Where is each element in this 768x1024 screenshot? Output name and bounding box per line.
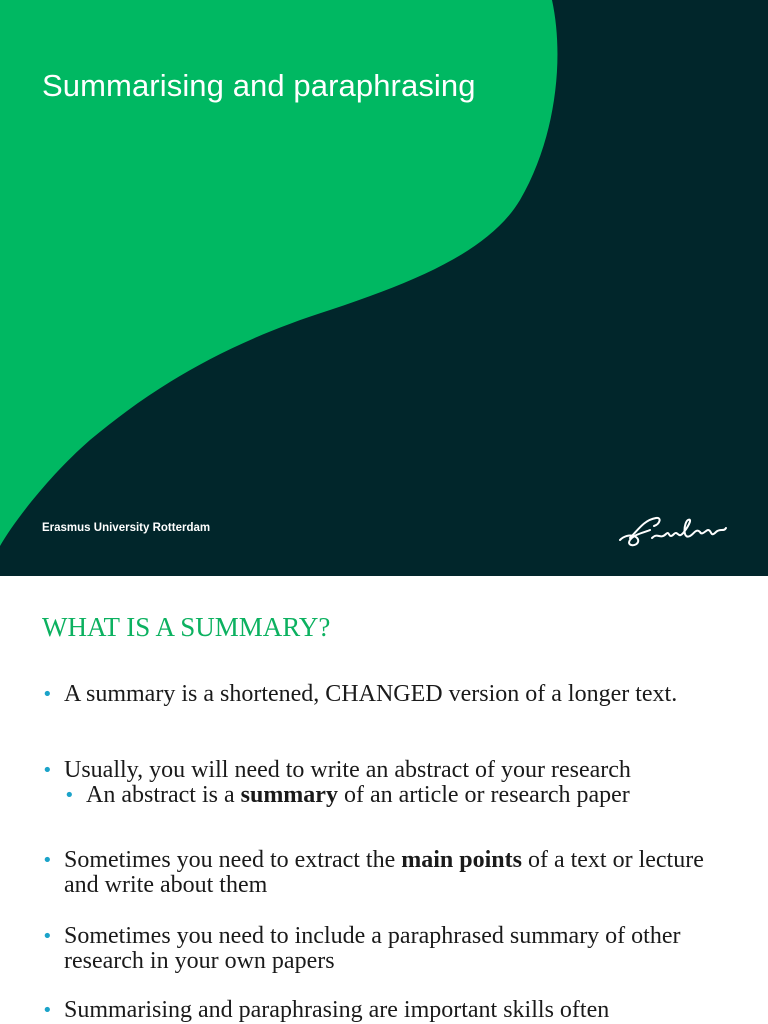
bullet-text: Summarising and paraphrasing are important skills often bbox=[64, 997, 610, 1023]
bullet-text: Usually, you will need to write an abstract of your research bbox=[64, 757, 631, 783]
bullet-icon: • bbox=[42, 760, 53, 781]
sub-bullet-item bbox=[64, 783, 734, 808]
bullet-item bbox=[42, 924, 732, 974]
content-slide bbox=[0, 576, 768, 1024]
bullet-item bbox=[42, 682, 732, 707]
erasmus-logo bbox=[616, 510, 730, 550]
bullet-icon: • bbox=[42, 926, 53, 947]
slide-heading: WHAT IS A SUMMARY? bbox=[42, 612, 331, 642]
bullet-text: Sometimes you need to include a paraphrased summary of other research in your own papers bbox=[64, 923, 681, 974]
sub-bullet-text: An abstract is a summary of an article or research paper bbox=[86, 782, 630, 808]
bullet-item bbox=[42, 758, 732, 783]
bullet-icon: • bbox=[64, 785, 75, 806]
bullet-text: A summary is a shortened, CHANGED version of a longer text. bbox=[64, 681, 678, 707]
organization-name: Erasmus University Rotterdam bbox=[42, 522, 211, 534]
bullet-icon: • bbox=[42, 1000, 53, 1021]
slide-title: Summarising and paraphrasing bbox=[42, 68, 476, 103]
bullet-text: Sometimes you need to extract the main points of a text or lecture and write about them bbox=[64, 847, 704, 898]
bullet-icon: • bbox=[42, 850, 53, 871]
emphasis-main-points: main points bbox=[401, 847, 522, 873]
bullet-icon: • bbox=[42, 684, 53, 705]
bullet-item bbox=[42, 848, 732, 898]
bullet-item bbox=[42, 998, 732, 1023]
emphasis-summary: summary bbox=[240, 782, 338, 808]
